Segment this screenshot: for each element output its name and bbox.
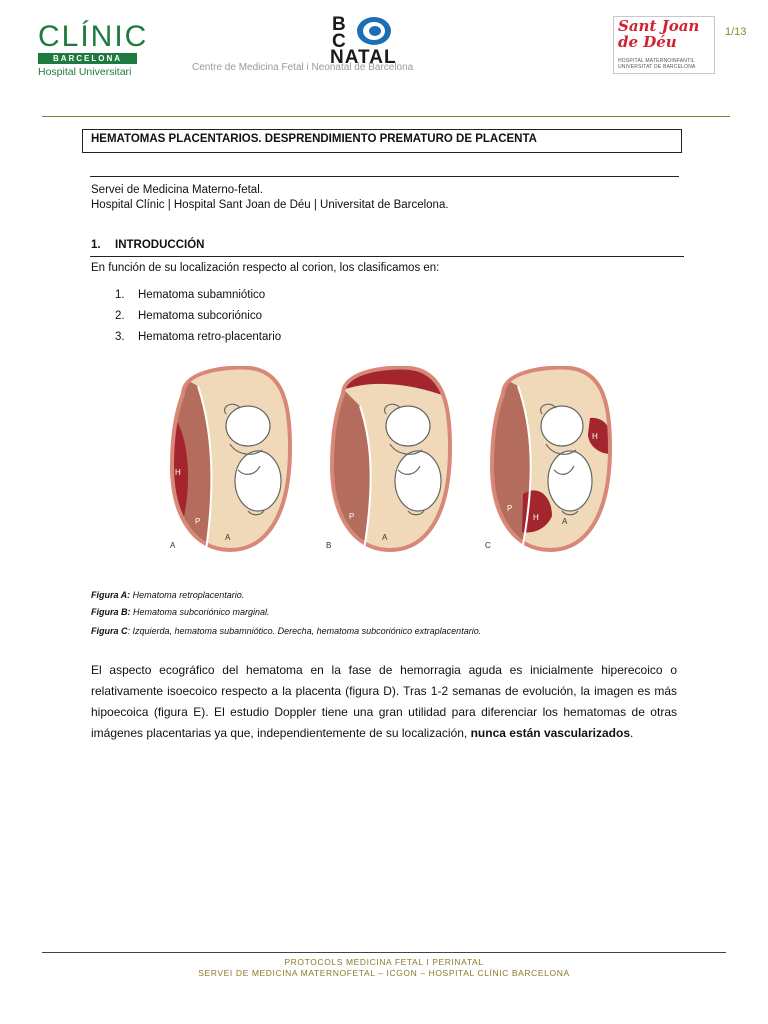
fig-c-h-right-label: H: [592, 432, 598, 441]
section-number: 1.: [91, 239, 101, 251]
service-line2: Hospital Clínic | Hospital Sant Joan de Déu | Universitat de Barcelona.: [91, 199, 449, 211]
sjd-logo: [613, 16, 715, 74]
fig-b-h-label: H: [326, 435, 332, 444]
sjd-logo-name: Sant Joan de Déu: [618, 17, 700, 51]
sjd-logo-line2: UNIVERSITAT DE BARCELONA: [618, 64, 696, 70]
page-number: 1/13: [725, 26, 747, 38]
fig-c-letter: C: [485, 541, 491, 550]
fig-b-amnio-label: A: [382, 533, 388, 542]
bcnatal-natal: NATAL: [330, 47, 397, 68]
bcnatal-eye-icon: [354, 15, 394, 47]
document-title: HEMATOMAS PLACENTARIOS. DESPRENDIMIENTO PREMATURO DE PLACENTA: [91, 133, 537, 145]
body-paragraph: El aspecto ecográfico del hematoma en la fase de hemorragia aguda es inicialmente hiperecoico o relativamente isoecoico respecto a la placenta (figura D). Tras 1-2 semanas de evolución, la imagen es más hipoecoica (figura E). El estudio Doppler tiene una gran utilidad para diferenciar los hematomas de otras imágenes placentarias ya que, independientemente de su localización, nunca están vascularizados.: [91, 663, 677, 740]
footer-line1: PROTOCOLS MEDICINA FETAL I PERINATAL: [284, 957, 484, 967]
fig-b-letter: B: [326, 541, 332, 550]
fig-c-h-left-label: H: [533, 513, 539, 522]
sjd-logo-line1: HOSPITAL MATERNOINFANTIL: [618, 58, 695, 64]
bcnatal-c: C: [332, 31, 346, 52]
service-divider: [90, 176, 679, 177]
document-title-box: [82, 129, 682, 153]
body-emphasis: nunca están vascularizados: [470, 726, 630, 740]
fig-a-p-label: P: [195, 517, 201, 526]
section-intro: En función de su localización respecto al corion, los clasificamos en:: [91, 262, 440, 274]
section-heading: [91, 239, 204, 251]
figure-b: [320, 366, 460, 558]
hematoma-figure: [160, 366, 612, 558]
fig-c-p-label: P: [507, 504, 513, 513]
center-name: Centre de Medicina Fetal i Neonatal de Barcelona: [192, 62, 414, 73]
service-block: [91, 183, 449, 213]
bcnatal-b: B: [332, 14, 346, 35]
caption-figure-c: Figura C: Izquierda, hematoma subamniótico. Derecha, hematoma subcoriónico extraplacentario.: [91, 626, 482, 636]
list-item: 1. Hematoma subamniótico: [115, 289, 266, 301]
section-title: INTRODUCCIÓN: [115, 239, 205, 251]
list-item: 3. Hematoma retro-placentario: [115, 331, 282, 343]
header-divider: [42, 116, 730, 117]
figure-a: [160, 366, 300, 558]
caption-figure-b: Figura B: Hematoma subcoriónico marginal.: [91, 607, 270, 617]
fig-c-amnio-label: A: [562, 517, 568, 526]
fig-a-amnio-label: A: [225, 533, 231, 542]
bcnatal-logo: [330, 14, 408, 68]
clinic-logo-bar: BARCELONA: [38, 53, 137, 64]
clinic-logo-sub: Hospital Universitari: [38, 66, 132, 78]
caption-figure-a: Figura A: Hematoma retroplacentario.: [91, 590, 245, 600]
section-divider: [90, 256, 684, 257]
service-line1: Servei de Medicina Materno-fetal.: [91, 184, 263, 196]
classification-list: [115, 289, 281, 352]
fig-a-letter: A: [170, 541, 176, 550]
fig-a-h-label: H: [175, 468, 181, 477]
clinic-logo: [38, 20, 149, 78]
figure-c: [480, 366, 612, 558]
footer-line2: SERVEI DE MEDICINA MATERNOFETAL – ICGON – HOSPITAL CLÍNIC BARCELONA: [198, 968, 570, 978]
clinic-logo-name: CLÍNIC: [38, 20, 149, 53]
fig-b-p-label: P: [349, 512, 355, 521]
sjd-logo-sub: [618, 58, 696, 70]
list-item: 2. Hematoma subcoriónico: [115, 310, 263, 322]
footer-divider: [42, 952, 726, 953]
